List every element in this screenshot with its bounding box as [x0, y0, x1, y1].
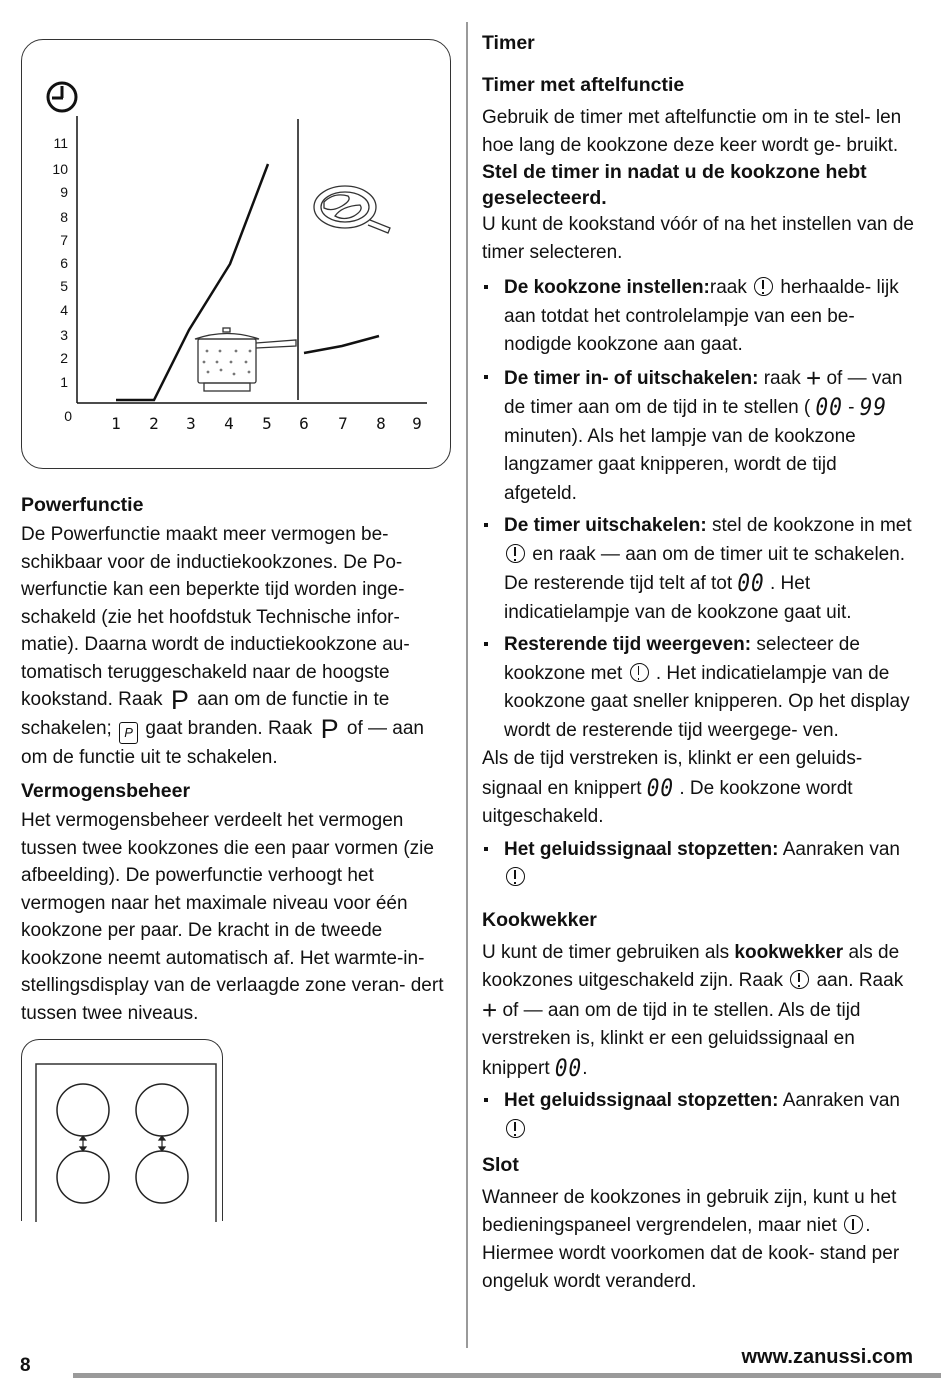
bullet-text: en raak — aan om de timer uit te schakelen. De resterende tijd telt af tot: [504, 543, 906, 594]
aftel-bold-note: Stel de timer in nadat u de kookzone hebt geselecteerd.: [482, 161, 867, 209]
cooking-time-chart: [21, 39, 451, 469]
power-pair-arrow-icons: [80, 1136, 165, 1151]
kookwekker-text: [482, 939, 914, 1084]
svg-text:2: 2: [60, 350, 68, 366]
bullet-label: Het geluidssignaal stopzetten:: [504, 1090, 779, 1111]
powerfunctie-text-1: De Powerfunctie maakt meer vermogen be- schikbaar voor de inductiekookzones. De Po- werfunctie kan een beperkte tijd worden inge- schakeld (zie het hoofdstuk Technische infor- matie). Daarna wordt de inductiekookzone au- tomatisch teruggeschakeld naar de hoogste kookstand. Raak: [21, 524, 410, 710]
bullet-text: stel de kookzone in met: [712, 515, 912, 536]
zone-select-icon: [506, 1119, 525, 1138]
bullet-text: -: [848, 397, 855, 418]
on-off-icon: [844, 1215, 863, 1234]
bullet-text: of — van de timer aan om de tijd in te stellen (: [504, 367, 903, 418]
display-00-icon: 00: [646, 773, 675, 802]
bullet-label: De kookzone instellen:: [504, 277, 710, 298]
svg-text:5: 5: [262, 414, 272, 433]
bullet-resterende-tijd: [482, 631, 914, 745]
plus-icon: +: [482, 994, 498, 1025]
bullet-text: minuten). Als het lampje van de kookzone langzamer gaat knipperen, wordt de tijd afgeteld.: [504, 425, 856, 504]
bullet-geluidssignaal-stop-2: [482, 1087, 914, 1144]
slot-text: [482, 1184, 914, 1296]
svg-text:1: 1: [60, 374, 68, 390]
bullet-text: . Het indicatielampje van de kookzone gaat uit.: [504, 573, 852, 623]
section-vermogensbeheer: [21, 778, 453, 1027]
bullet-geluidssignaal-stop-1: [482, 836, 914, 893]
bullet-label: Resterende tijd weergeven:: [504, 634, 752, 655]
aftel-text: Gebruik de timer met aftelfunctie om in te stel- len hoe lang de kookzone deze keer wordt ge- bruikt.: [482, 107, 902, 156]
page-number: 8: [20, 1355, 31, 1376]
hob-svg: [22, 1040, 224, 1222]
frying-pan-icon: [314, 186, 390, 233]
svg-text:0: 0: [64, 408, 72, 424]
powerfunctie-text-2: aan om de functie in te schakelen;: [21, 689, 390, 739]
bullet-timer-uitschakelen: [482, 512, 914, 627]
pot-icon: [195, 328, 296, 391]
bullet-label: Het geluidssignaal stopzetten:: [504, 838, 779, 860]
zone-select-icon: [754, 277, 773, 296]
expired-text-1: Als de tijd verstreken is, klinkt er een geluids- signaal en knippert: [482, 748, 863, 799]
zone-select-icon: [506, 544, 525, 563]
display-00-icon: 00: [815, 393, 843, 421]
section-aftelfunctie: [482, 104, 914, 1296]
bullet-text: . Het indicatielampje van de kookzone gaat sneller knipperen. Op het display wordt de resterende tijd weergege- ven.: [504, 662, 910, 741]
powerfunctie-text: [21, 521, 453, 771]
kookwekker-text-3: aan. Raak: [816, 970, 904, 991]
svg-text:9: 9: [60, 184, 68, 200]
clock-icon: [48, 83, 76, 111]
bullet-timer-in-uit: [482, 364, 914, 509]
hob-diagram: [21, 1039, 223, 1221]
powerfunctie-text-3: gaat branden. Raak: [145, 717, 313, 739]
bullet-text: herhaalde- lijk aan totdat het controlelampje van een be- nodigde kookzone aan gaat.: [504, 277, 899, 355]
expired-text-2: . De kookzone wordt uitgeschakeld.: [482, 777, 853, 827]
bullet-text: selecteer de kookzone met: [504, 634, 860, 684]
slot-text-2: . Hiermee wordt voorkomen dat de kook- stand per ongeluk wordt veranderd.: [482, 1215, 900, 1292]
heading-powerfunctie: Powerfunctie: [21, 494, 144, 516]
heading-vermogensbeheer: Vermogensbeheer: [21, 780, 191, 802]
footer-bar: [73, 1373, 941, 1378]
vermogensbeheer-text: Het vermogensbeheer verdeelt het vermogen tussen twee kookzones die een paar vormen (zie afbeelding). De powerfunctie verhoogt het vermogen naar het maximale niveau voor één kookzone per paar. De kracht in de tweede kookzone neemt automatisch af. Het warmte-in- stellingsdisplay van de verlaagde zone veran- dert tussen twee niveaus.: [21, 810, 444, 1024]
cooking-zone-icons: [57, 1084, 188, 1203]
heading-timer-aftelfunctie: Timer met aftelfunctie: [482, 74, 685, 96]
heading-kookwekker: Kookwekker: [482, 908, 597, 931]
plus-icon: +: [805, 362, 822, 393]
bullet-text: Aanraken van: [782, 838, 900, 860]
svg-text:1: 1: [111, 414, 121, 433]
kookwekker-bold: kookwekker: [734, 941, 844, 963]
zone-select-icon: [630, 663, 649, 682]
svg-text:4: 4: [224, 414, 234, 433]
svg-text:2: 2: [149, 414, 159, 433]
svg-text:4: 4: [60, 302, 68, 318]
power-p-icon: P: [320, 713, 339, 744]
bullet-label: De timer uitschakelen:: [504, 515, 707, 536]
svg-text:9: 9: [412, 414, 422, 433]
display-00-icon: 00: [554, 1053, 583, 1082]
kookwekker-text-1: U kunt de timer gebruiken als: [482, 941, 730, 963]
bullet-text: Aanraken van: [782, 1090, 900, 1111]
svg-text:3: 3: [60, 327, 68, 343]
heading-timer: Timer: [482, 32, 535, 54]
svg-text:3: 3: [186, 414, 196, 433]
kookwekker-text-5: .: [582, 1057, 588, 1079]
aftel-text-2: U kunt de kookstand vóór of na het instellen van de timer selecteren.: [482, 214, 914, 263]
zone-select-icon: [506, 867, 525, 886]
svg-text:7: 7: [60, 232, 68, 248]
svg-text:8: 8: [60, 209, 68, 225]
website-link[interactable]: www.zanussi.com: [741, 1346, 913, 1368]
powerfunctie-text-4: of — aan om de functie uit te schakelen.: [21, 717, 424, 768]
expired-text: [482, 745, 914, 832]
power-indicator-icon: P: [119, 722, 138, 744]
zone-select-icon: [790, 970, 809, 989]
bullet-label: De timer in- of uitschakelen:: [504, 367, 759, 389]
bullet-text: raak: [763, 367, 801, 389]
chart-svg: [22, 40, 452, 470]
svg-text:10: 10: [52, 161, 68, 177]
svg-text:6: 6: [60, 255, 68, 271]
kookwekker-text-2: als de kookzones uitgeschakeld zijn. Raak: [482, 941, 900, 991]
svg-text:11: 11: [53, 135, 68, 151]
kookwekker-text-4: of — aan om de tijd in te stellen. Als de tijd verstreken is, klinkt er een geluidssignaal en knippert: [482, 999, 861, 1079]
slot-text-1: Wanneer de kookzones in gebruik zijn, kunt u het bedieningspaneel vergrendelen, maar niet: [482, 1187, 897, 1236]
display-99-icon: 99: [859, 393, 888, 421]
svg-text:6: 6: [299, 414, 309, 433]
svg-text:7: 7: [338, 414, 348, 433]
column-divider: [466, 22, 468, 1348]
section-powerfunctie: [21, 492, 453, 771]
power-p-icon: P: [170, 685, 189, 715]
svg-text:5: 5: [60, 278, 68, 294]
display-00-icon: 00: [737, 569, 765, 597]
bullet-text: raak: [709, 277, 747, 298]
heading-slot: Slot: [482, 1154, 519, 1176]
bullet-kookzone-instellen: [482, 274, 914, 360]
svg-text:8: 8: [376, 414, 386, 433]
